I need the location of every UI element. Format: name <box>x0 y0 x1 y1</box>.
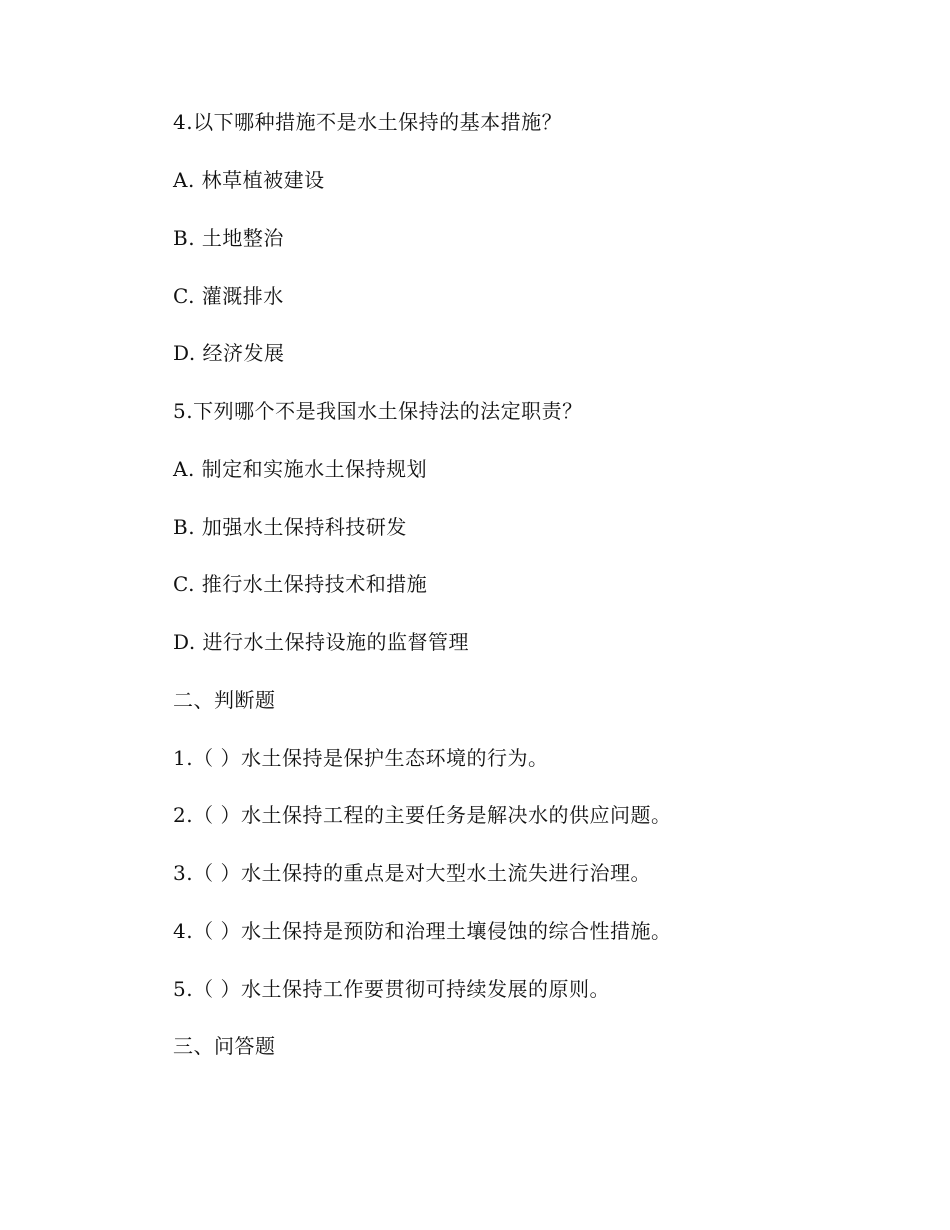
question-4-text: 4.以下哪种措施不是水土保持的基本措施？ <box>173 110 563 134</box>
question-5-option-b: B. 加强水土保持科技研发 <box>173 515 407 539</box>
question-4-option-b: B. 土地整治 <box>173 226 284 250</box>
section-heading-qa: 三、问答题 <box>173 1034 276 1058</box>
section-heading-true-false: 二、判断题 <box>173 688 276 712</box>
question-5-option-d: D. 进行水土保持设施的监督管理 <box>173 630 470 654</box>
true-false-item-5: 5.（ ）水土保持工作要贯彻可持续发展的原则。 <box>173 977 610 1001</box>
true-false-item-1: 1.（ ）水土保持是保护生态环境的行为。 <box>173 746 549 770</box>
true-false-item-4: 4.（ ）水土保持是预防和治理土壤侵蚀的综合性措施。 <box>173 919 672 943</box>
question-4-option-a: A. 林草植被建设 <box>173 168 325 192</box>
question-5-option-a: A. 制定和实施水土保持规划 <box>173 457 428 481</box>
question-5-option-c: C. 推行水土保持技术和措施 <box>173 572 428 596</box>
question-5-text: 5.下列哪个不是我国水土保持法的法定职责？ <box>173 399 583 423</box>
true-false-item-3: 3.（ ）水土保持的重点是对大型水土流失进行治理。 <box>173 861 651 885</box>
true-false-item-2: 2.（ ）水土保持工程的主要任务是解决水的供应问题。 <box>173 803 672 827</box>
question-4-option-d: D. 经济发展 <box>173 341 285 365</box>
question-4-option-c: C. 灌溉排水 <box>173 284 284 308</box>
